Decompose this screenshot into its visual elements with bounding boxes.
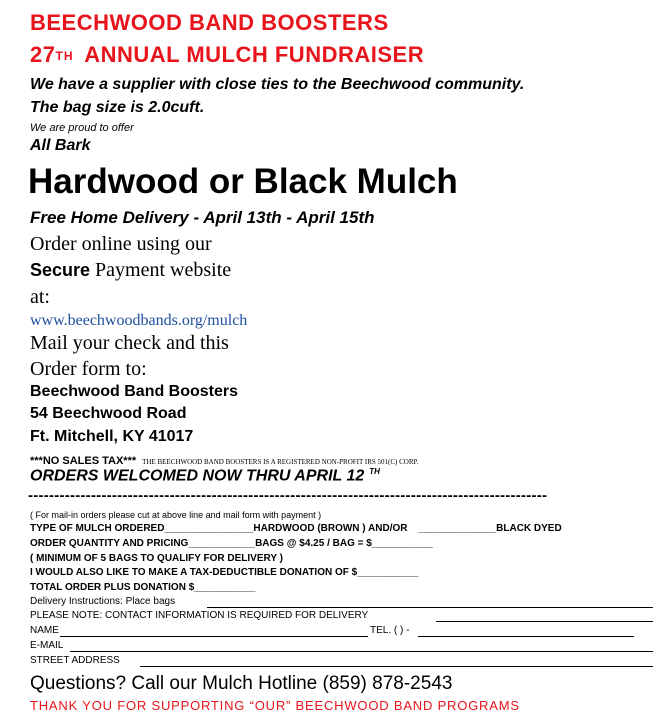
delivery-instructions-label: Delivery Instructions: Place bags [30, 596, 176, 607]
nonprofit-text: THE BEECHWOOD BAND BOOSTERS IS A REGISTERED NON-PROFIT IRS 501(C) CORP. [142, 458, 419, 466]
order-website-link[interactable]: www.beechwoodbands.org/mulch [30, 312, 248, 329]
supplier-text: We have a supplier with close ties to the Beechwood community. [30, 76, 525, 93]
address-city: Ft. Mitchell, KY 41017 [30, 428, 194, 445]
email-field[interactable] [70, 651, 653, 652]
all-bark-text: All Bark [30, 137, 91, 154]
name-field[interactable] [60, 636, 368, 637]
black-dyed-text: ______________BLACK DYED [418, 523, 562, 534]
address-street: 54 Beechwood Road [30, 405, 187, 422]
anniversary-suffix: TH [55, 49, 74, 64]
mail-check-text: Mail your check and this [30, 332, 229, 354]
orders-welcomed [30, 467, 380, 485]
quantity-pricing-line: ORDER QUANTITY AND PRICING____________BAGS @ $4.25 / BAG = $___________ [30, 538, 433, 549]
delivery-instructions-field[interactable] [207, 607, 653, 608]
proud-to-offer-text: We are proud to offer [30, 122, 134, 134]
contact-note-rule [436, 621, 653, 622]
hotline-text: Questions? Call our Mulch Hotline (859) 878-2543 [30, 673, 453, 694]
orders-welcomed-suffix: TH [369, 467, 380, 476]
email-label: E-MAIL [30, 640, 64, 651]
delivery-dates: Free Home Delivery - April 13th - April 15th [30, 208, 375, 227]
total-line: TOTAL ORDER PLUS DONATION $___________ [30, 582, 256, 593]
secure-text: Secure [30, 260, 91, 280]
payment-website-text: Payment website [95, 259, 232, 281]
contact-note: PLEASE NOTE: CONTACT INFORMATION IS REQUIRED FOR DELIVERY [30, 610, 369, 621]
street-address-field[interactable] [140, 666, 653, 667]
order-form-to-text: Order form to: [30, 358, 147, 380]
tel-field[interactable] [418, 636, 634, 637]
title-line-2 [30, 42, 424, 68]
bag-size-text: The bag size is 2.0cuft. [30, 99, 205, 116]
cut-note: ( For mail-in orders please cut at above line and mail form with payment ) [30, 510, 322, 520]
address-name: Beechwood Band Boosters [30, 383, 239, 400]
secure-payment-line [30, 259, 231, 282]
title-line-1: BEECHWOOD BAND BOOSTERS [30, 10, 389, 35]
tel-label: TEL. ( ) - [370, 625, 410, 636]
mulch-type-text: TYPE OF MULCH ORDERED________________HARDWOOD (BROWN ) AND/OR [30, 523, 408, 534]
product-heading: Hardwood or Black Mulch [28, 162, 458, 201]
mulch-type-line [30, 523, 562, 534]
no-sales-tax: ***NO SALES TAX*** [30, 455, 137, 467]
at-text: at: [30, 286, 50, 308]
orders-welcomed-text: ORDERS WELCOMED NOW THRU APRIL 12 [30, 467, 365, 485]
annual-fundraiser-text: ANNUAL MULCH FUNDRAISER [84, 42, 425, 67]
cut-line-divider: --------------------------------------------------------------------------------------------------- [28, 487, 548, 504]
street-address-label: STREET ADDRESS [30, 655, 120, 666]
order-online-text: Order online using our [30, 233, 212, 255]
anniversary-number: 27 [30, 42, 56, 67]
donation-line: I WOULD ALSO LIKE TO MAKE A TAX-DEDUCTIBLE DONATION OF $___________ [30, 567, 419, 578]
name-label: NAME [30, 625, 59, 636]
minimum-bags-note: ( MINIMUM OF 5 BAGS TO QUALIFY FOR DELIVERY ) [30, 553, 283, 564]
thank-you-text: THANK YOU FOR SUPPORTING “OUR” BEECHWOOD BAND PROGRAMS [30, 698, 520, 713]
